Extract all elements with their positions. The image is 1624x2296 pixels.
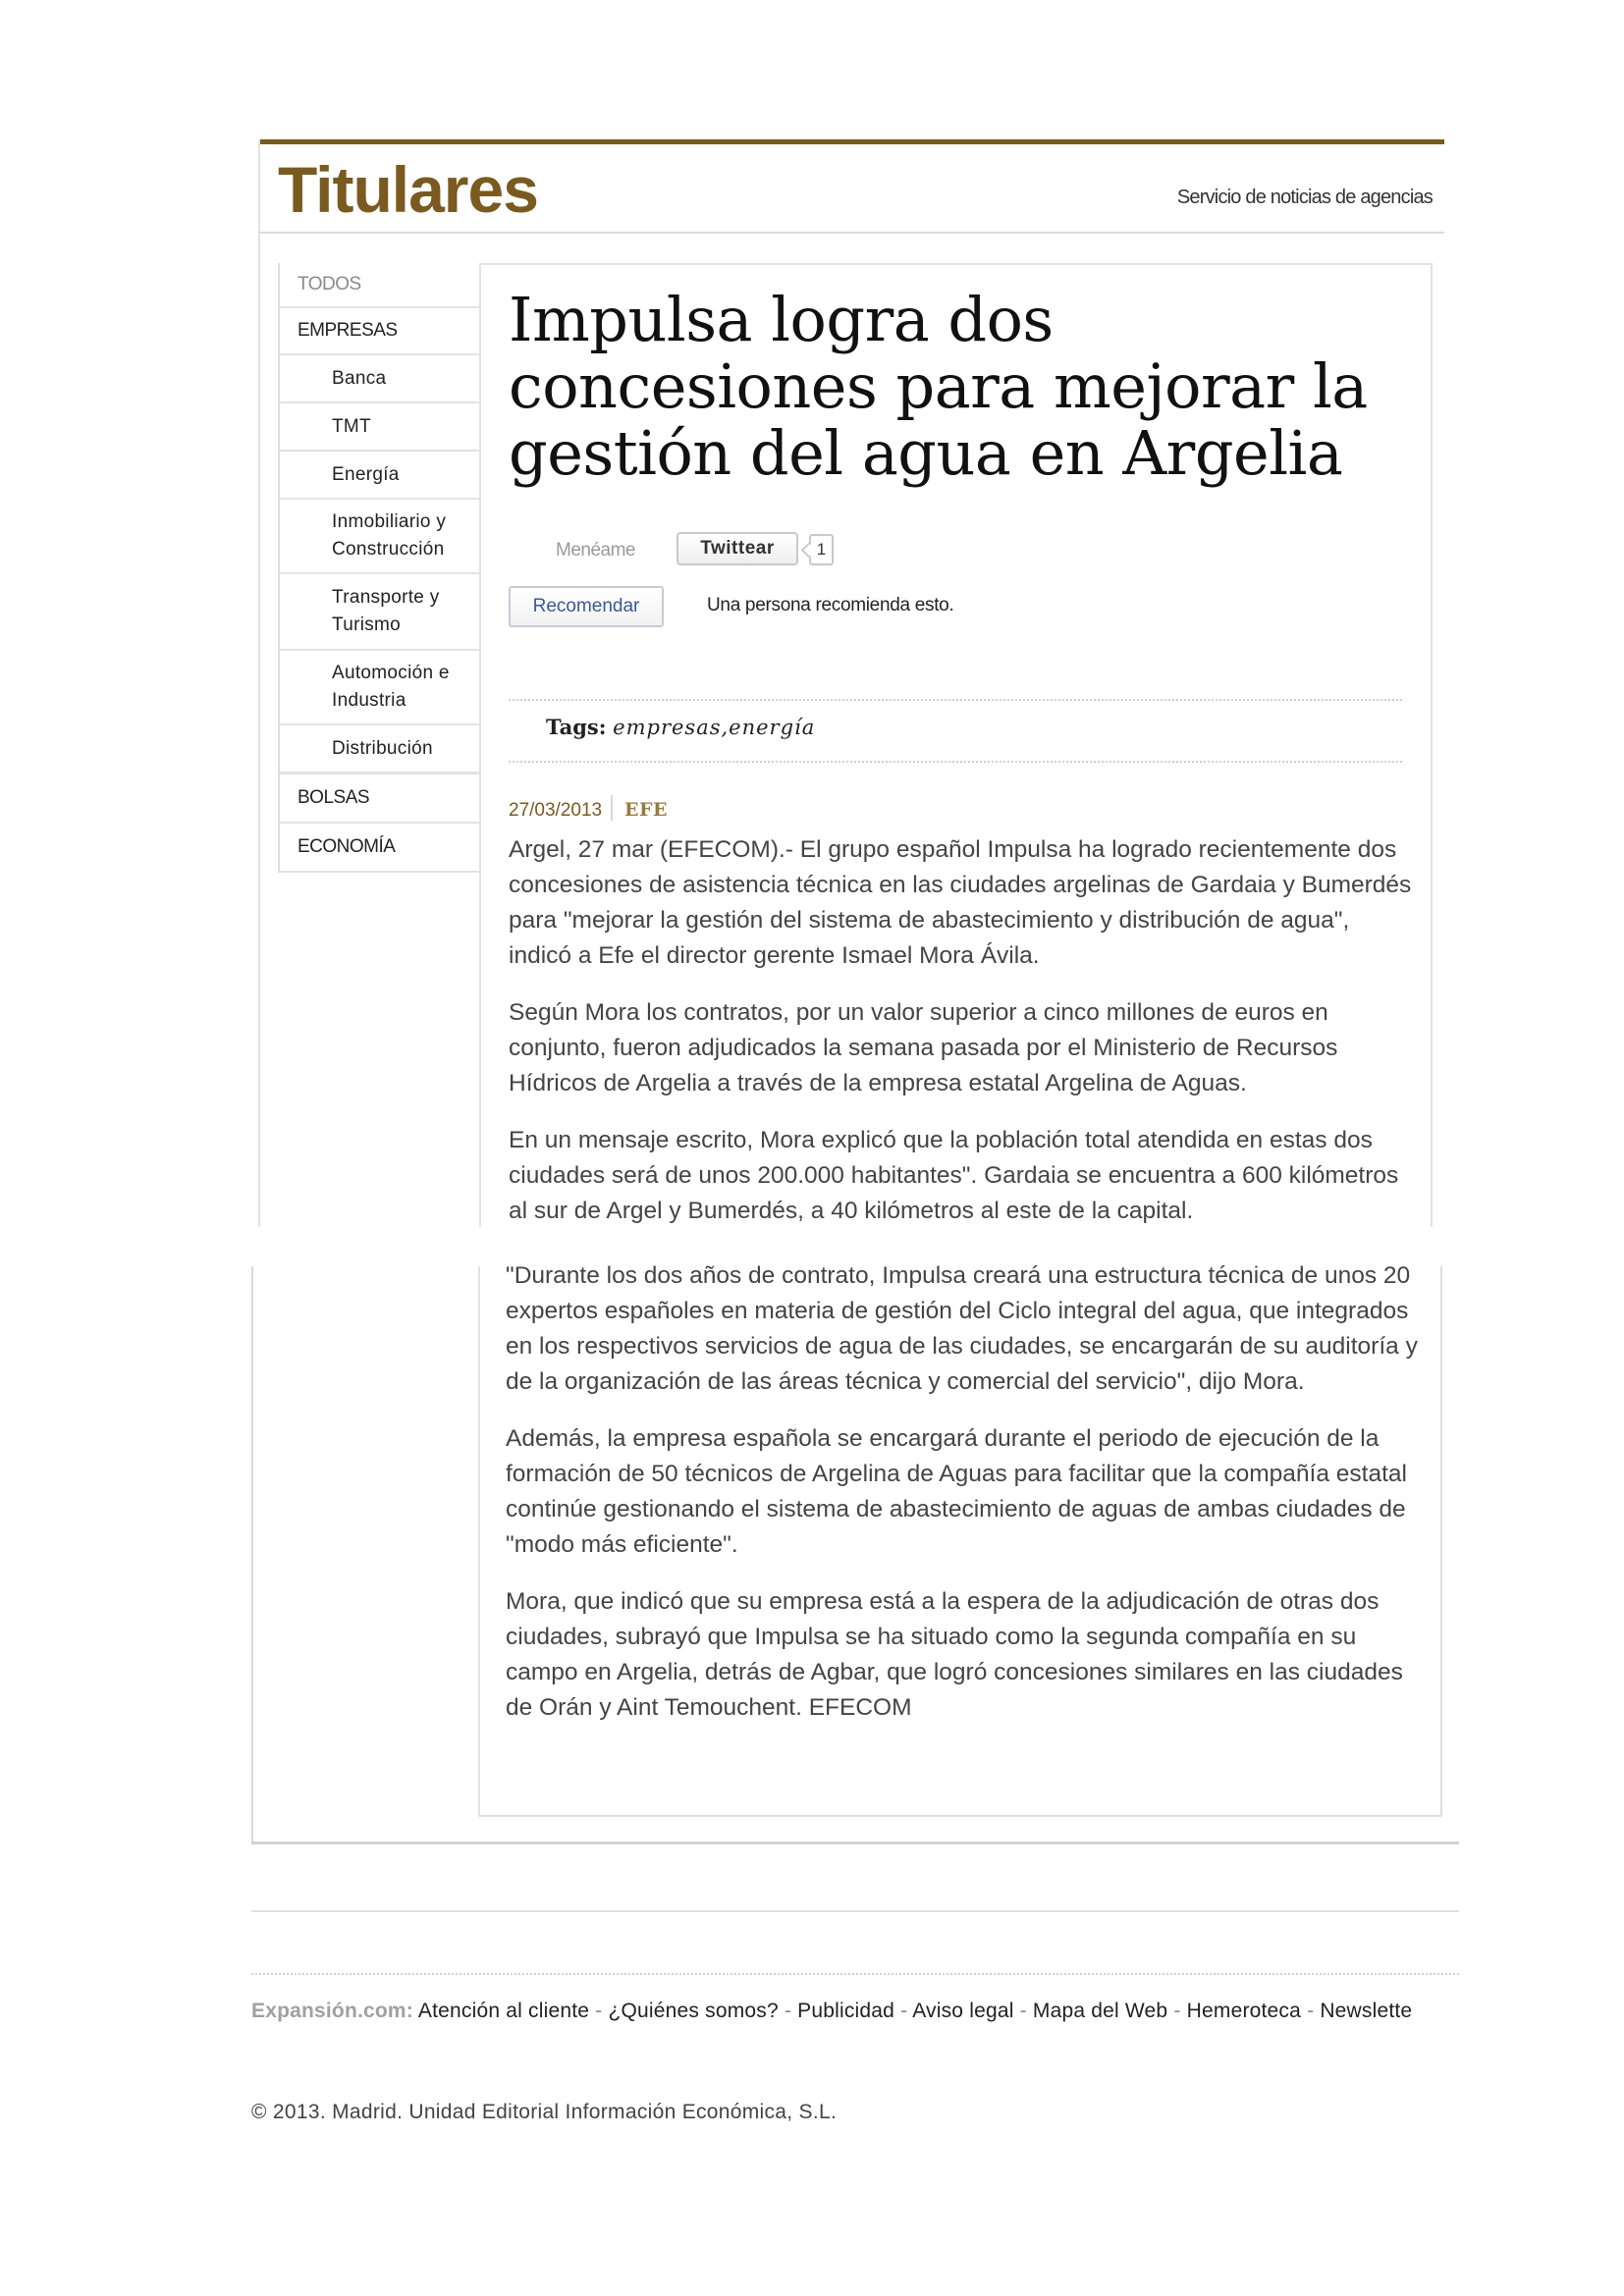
article-paragraph: Mora, que indicó que su empresa está a la espera de la adjudicación de otras dos ciudades, subrayó que Impulsa se ha situado como la segunda compañía en su campo en Argelia, detrás de Agbar, que logró concesiones similares en las ciudades de Orán y Aint Temouchent. EFECOM <box>506 1588 1403 1721</box>
article-body-part2 <box>506 1258 1419 1747</box>
footer-link-hemeroteca[interactable]: Hemeroteca <box>1186 2000 1302 2022</box>
footer-separator: - <box>1173 2000 1181 2022</box>
nav-item-empresas[interactable]: EMPRESAS <box>280 308 481 355</box>
nav-item-bolsas[interactable]: BOLSAS <box>280 774 481 824</box>
nav-item-energia[interactable]: Energía <box>280 452 481 500</box>
footer-dotted-divider <box>251 1973 1459 1975</box>
article-date: 27/03/2013 <box>509 800 603 821</box>
nav-item-economia[interactable]: ECONOMÍA <box>280 824 481 873</box>
nav-item-automocion[interactable]: Automoción e Industria <box>280 651 481 725</box>
footer-link-atencion[interactable]: Atención al cliente <box>417 2000 590 2022</box>
article-source: EFE <box>624 799 668 821</box>
nav-item-todos[interactable]: TODOS <box>280 263 481 308</box>
footer-separator: - <box>1019 2000 1027 2022</box>
footer-separator: - <box>784 2000 792 2022</box>
footer-link-publicidad[interactable]: Publicidad <box>797 2000 895 2022</box>
header-divider <box>258 232 1444 234</box>
footer-links <box>251 2000 1459 2023</box>
footer-link-newsletter[interactable]: Newslette <box>1320 2000 1413 2022</box>
article-panel-top-border <box>479 263 1432 265</box>
nav-item-inmobiliario[interactable]: Inmobiliario y Construcción <box>280 500 481 574</box>
article-paragraph: Además, la empresa española se encargará durante el periodo de ejecución de la formación de 50 técnicos de Argelina de Aguas para facilitar que la compañía estatal continúe gestionando el sistema de abastecimiento de aguas de ambas ciudades de "modo más eficiente". <box>506 1425 1407 1558</box>
recommend-count-text: Una persona recomienda esto. <box>707 595 954 615</box>
section-nav <box>278 263 481 873</box>
article-panel-right-border <box>1431 263 1433 1227</box>
footer-separator: - <box>900 2000 908 2022</box>
nav-item-transporte[interactable]: Transporte y Turismo <box>280 574 481 651</box>
footer-link-aviso-legal[interactable]: Aviso legal <box>912 2000 1014 2022</box>
copyright-notice: © 2013. Madrid. Unidad Editorial Información Económica, S.L. <box>251 2101 838 2123</box>
tweet-button[interactable]: Twittear <box>677 532 798 565</box>
article-paragraph: En un mensaje escrito, Mora explicó que la población total atendida en estas dos ciudades será de unos 200.000 habitantes". Gardaia se encuentra a 600 kilómetros al sur de Argel y Bumerdés, a 40 kilómetros al este de la capital. <box>509 1127 1399 1224</box>
page-frame-bottom <box>251 1842 1459 1844</box>
nav-item-banca[interactable]: Banca <box>280 355 481 403</box>
article-body-part1 <box>509 832 1412 1251</box>
footer-divider <box>251 1910 1459 1912</box>
tags-divider-bottom <box>509 761 1402 763</box>
page-frame-left <box>258 139 260 1227</box>
footer-link-mapa[interactable]: Mapa del Web <box>1032 2000 1168 2022</box>
article-tags <box>546 715 815 739</box>
tags-label: Tags: <box>546 715 607 739</box>
footer-link-quienes[interactable]: ¿Quiénes somos? <box>608 2000 779 2022</box>
site-tagline: Servicio de noticias de agencias <box>1176 187 1433 208</box>
article-headline: Impulsa logra dos concesiones para mejorar la gestión del agua en Argelia <box>509 284 1368 489</box>
article-paragraph: Argel, 27 mar (EFECOM).- El grupo español Impulsa ha logrado recientemente dos concesiones de asistencia técnica en las ciudades argelinas de Gardaia y Bumerdés para "mejorar la gestión del sistema de abastecimiento y distribución de agua", indicó a Efe el director gerente Ismael Mora Ávila. <box>509 836 1412 969</box>
header-top-rule <box>258 139 1444 144</box>
footer-separator: - <box>1307 2000 1315 2022</box>
footer-separator: - <box>595 2000 603 2022</box>
footer-brand[interactable]: Expansión.com: <box>251 2000 413 2022</box>
meneame-button[interactable]: Menéame <box>556 540 635 561</box>
tags-divider-top <box>509 699 1402 701</box>
nav-item-tmt[interactable]: TMT <box>280 403 481 452</box>
nav-item-distribucion[interactable]: Distribución <box>280 725 481 774</box>
site-title[interactable]: Titulares <box>278 153 538 226</box>
article-panel-bottom-border <box>479 1815 1441 1817</box>
page-frame-left-continued <box>251 1266 253 1843</box>
article-panel-right-border-continued <box>1440 1266 1442 1816</box>
date-source-separator <box>611 795 613 821</box>
sidebar-divider <box>479 263 481 1227</box>
article-paragraph: "Durante los dos años de contrato, Impulsa creará una estructura técnica de unos 20 expertos españoles en materia de gestión del Ciclo integral del agua, que integrados en los respectivos servicios de agua de las ciudades, se encargarán de su auditoría y de la organización de las áreas técnica y comercial del servicio", dijo Mora. <box>506 1262 1418 1395</box>
tags-list[interactable]: empresas,energía <box>613 716 816 739</box>
recommend-button[interactable]: Recomendar <box>509 586 664 627</box>
article-panel-left-border-continued <box>478 1266 480 1816</box>
article-paragraph: Según Mora los contratos, por un valor superior a cinco millones de euros en conjunto, fueron adjudicados la semana pasada por el Ministerio de Recursos Hídricos de Argelia a través de la empresa estatal Argelina de Aguas. <box>509 999 1338 1096</box>
tweet-count: 1 <box>809 534 834 565</box>
